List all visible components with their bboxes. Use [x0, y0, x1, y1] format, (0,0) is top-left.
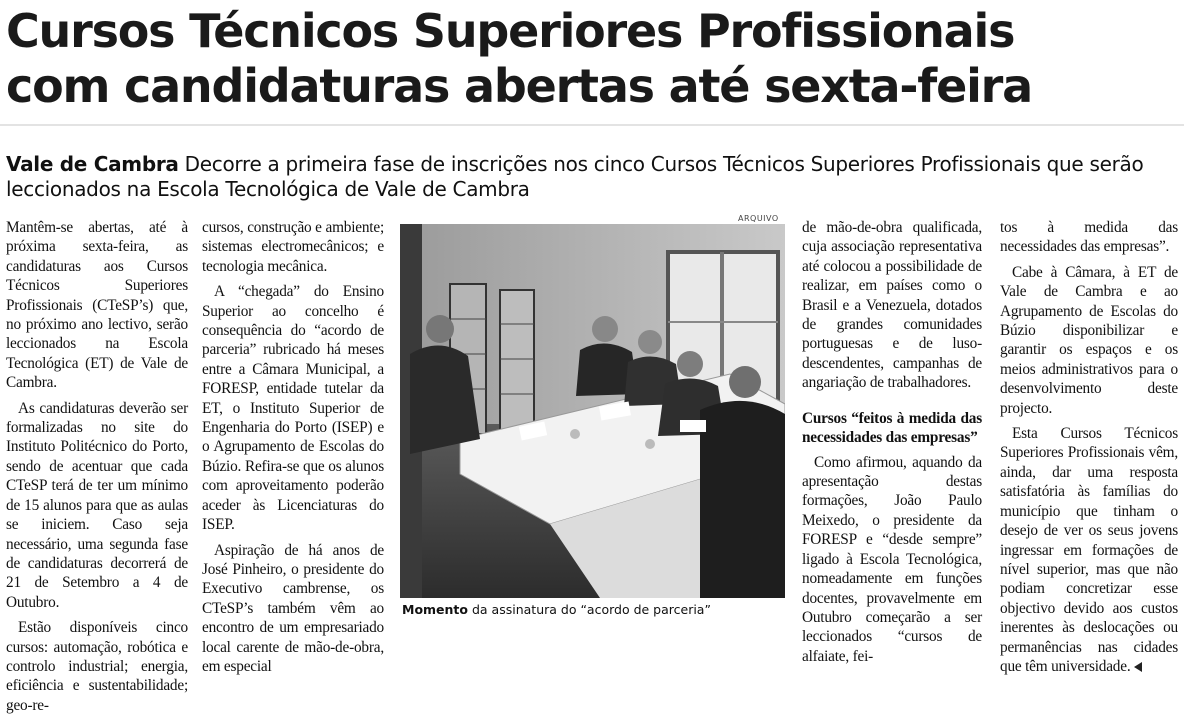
- photo-caption: [402, 602, 792, 617]
- meeting-photo: [400, 224, 785, 598]
- body-paragraph: A “chegada” do Ensino Superior ao concelho é consequência do “acordo de parceria” rubricado há meses entre a Câmara Municipal, a FORESP, entidade tutelar da ET, o Instituto Superior de Engenharia do Porto (ISEP) e o Agrupamento de Escolas do Búzio. Refira-se que os alunos com aproveitamento poderão aceder às Licenciaturas do ISEP.: [202, 283, 384, 534]
- body-paragraph: cursos, construção e ambiente; sistemas electromecânicos; e tecnologia mecânica.: [202, 219, 384, 275]
- body-paragraph: Como afirmou, aquando da apresentação destas formações, João Paulo Meixedo, o presidente da FORESP e “desde sempre” ligado à Escola Tecnológica, nomeadamente em funções docentes, provavelmente em Outubro começarão a ser leccionados “cursos de alfaiate, fei-: [802, 453, 982, 665]
- meeting-photo-illustration: [400, 224, 785, 598]
- text-column-3: [802, 218, 982, 666]
- body-paragraph: As candidaturas deverão ser formalizadas no site do Instituto Politécnico do Porto, sendo de acentuar que cada CTeSP terá de ter um mínimo de 15 alunos para que as aulas se iniciem. Caso seja necessário, uma segunda fase de candidaturas decorrerá de 21 de Setembro a 4 de Outubro.: [6, 399, 188, 611]
- body-paragraph: Estão disponíveis cinco cursos: automação, robótica e controlo industrial; energia, eficiência e sustentabilidade; geo-re-: [6, 619, 188, 714]
- text-column-1: [6, 218, 188, 715]
- body-paragraph: de mão-de-obra qualificada, cuja associação representativa até colocou a possibilidade de realizar, em países como o Brasil e a Venezuela, dotados de grandes comunidades portuguesas e de luso-descendentes, campanhas de angariação de trabalhadores.: [802, 219, 982, 392]
- body-paragraph: Aspiração de há anos de José Pinheiro, o presidente do Executivo cambrense, os CTeSP’s também vêm ao encontro de um empresariado local carente de mão-de-obra, em especial: [202, 541, 384, 675]
- body-paragraph: [1000, 424, 1178, 676]
- section-subhead: Cursos “feitos à medida das necessidades das empresas”: [802, 409, 982, 446]
- kicker-location: Vale de Cambra: [6, 152, 179, 176]
- text-column-2: [202, 218, 384, 676]
- headline: [6, 4, 1180, 114]
- caption-lead: Momento: [402, 602, 468, 617]
- text-column-4: [1000, 218, 1178, 676]
- end-of-article-icon: [1134, 662, 1142, 672]
- body-paragraph: Mantêm-se abertas, até à próxima sexta-feira, as candidaturas aos Cursos Técnicos Superiores Profissionais (CTeSP’s) que, no próximo ano lectivo, serão leccionados na Escola Tecnológica (ET) de Vale de Cambra.: [6, 219, 188, 392]
- lead-paragraph: [6, 152, 1180, 202]
- lead-text: Decorre a primeira fase de inscrições nos cinco Cursos Técnicos Superiores Profissionais que serão leccionados na Escola Tecnológica de Vale de Cambra: [6, 152, 1144, 201]
- photo-credit: ARQUIVO: [738, 214, 779, 223]
- body-paragraph: tos à medida das necessidades das empresas”.: [1000, 219, 1178, 256]
- caption-text: da assinatura do “acordo de parceria”: [471, 602, 711, 617]
- body-paragraph-text: Esta Cursos Técnicos Superiores Profissionais vêm, ainda, dar uma resposta satisfatória às famílias do município que tinham o desejo de ver os seus jovens ingressar em formações de nível superior, mas que não podiam concretizar esse objectivo devido aos custos inerentes às deslocações ou permanências nas cidades que têm universidade.: [1000, 425, 1178, 675]
- divider: [0, 124, 1184, 126]
- body-paragraph: Cabe à Câmara, à ET de Vale de Cambra e ao Agrupamento de Escolas do Búzio disponibilizar e garantir os espaços e os meios administrativos para o desenvolvimento deste projecto.: [1000, 263, 1178, 417]
- headline-line-1: Cursos Técnicos Superiores Profissionais: [6, 4, 1015, 58]
- headline-line-2: com candidaturas abertas até sexta-feira: [6, 59, 1032, 113]
